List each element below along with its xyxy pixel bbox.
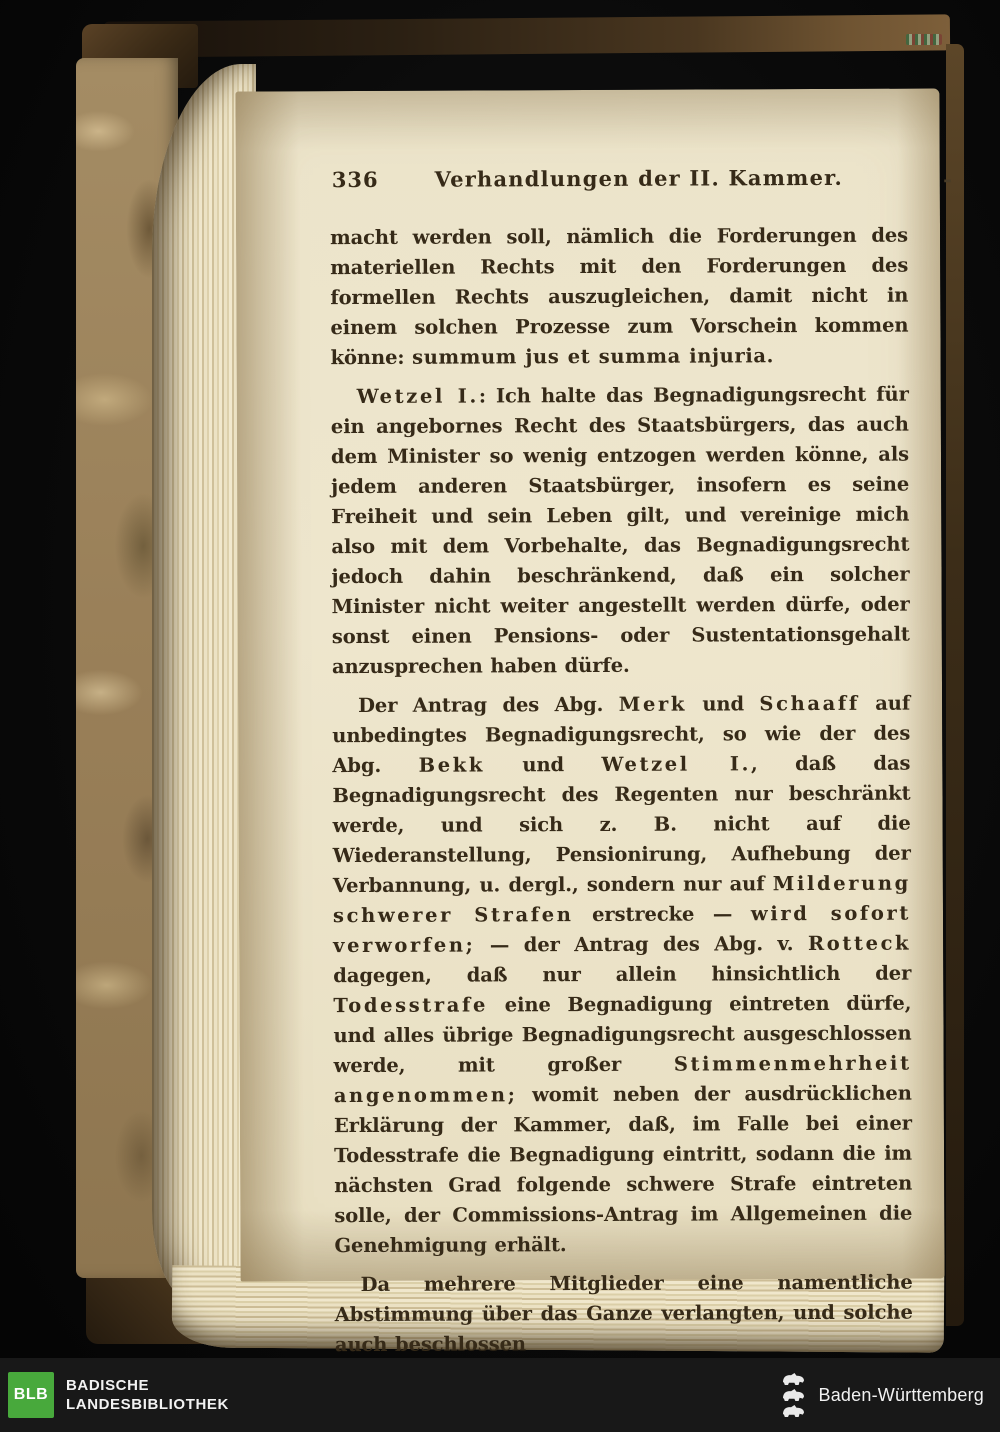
book-headband (906, 34, 942, 45)
state-branding (779, 1372, 984, 1418)
library-name (66, 1376, 229, 1415)
library-footer-bar (0, 1358, 1000, 1432)
page-number: 336 (331, 166, 379, 193)
margin-dash: - (943, 166, 952, 192)
state-name: Baden-Württemberg (818, 1384, 984, 1405)
baden-wuerttemberg-coat-of-arms-icon (779, 1372, 807, 1418)
page-header (330, 164, 952, 202)
paragraph-continuation: macht werden soll, nämlich die Forderungen des materiellen Rechts mit den Forderungen des formellen Rechts auszugleichen, damit nicht in einem solchen Prozesse zum Vorschein kommen könne: summum jus et summa injuria. (329, 223, 909, 370)
blb-logo: BLB (8, 1372, 54, 1418)
book-right-cover-edge (946, 44, 964, 1326)
library-name-line2: LANDESBIBLIOTHEK (66, 1396, 229, 1413)
paragraph-roll-call: Da mehrere Mitglieder eine namentliche Abstimmung über das Ganze verlangten, und solche auch beschlossen (334, 1270, 913, 1357)
book-page (235, 88, 952, 1357)
running-header: Verhandlungen der II. Kammer. (434, 164, 844, 192)
paragraph-motion-result: Der Antrag des Abg. Merk und Schaaff auf unbedingtes Begnadigungsrecht, so wie der des Abg. Bekk und Wetzel I., daß das Begnadigungsrecht des Regenten nur beschränkt werde, und sich z. B. nicht auf die Wiederanstellung, Pensionirung, Aufhebung der Verbannung, u. dergl., sondern nur auf Milderung schwerer Strafen erstrecke — wird sofort verworfen; — der Antrag des Abg. v. Rotteck dagegen, daß nur allein hinsichtlich der Todesstrafe eine Begnadigung eintreten dürfe, und alles übrige Begnadigungsrecht ausgeschlossen werde, mit großer Stimmenmehrheit angenommen; womit neben der ausdrücklichen Erklärung der Kammer, daß, im Falle bei einer Todesstrafe die Begnadigung eintritt, sodann die im nächsten Grad folgende schwere Strafe eintreten solle, der Commissions-Antrag im Allgemeinen die Genehmigung erhält. (332, 691, 913, 1258)
library-branding (8, 1372, 229, 1418)
library-name-line1: BADISCHE (66, 1376, 150, 1394)
book-top-cover-edge (104, 14, 950, 57)
page-text-block (329, 164, 952, 1370)
paragraph-wetzel-statement: Wetzel I.: Ich halte das Begnadigungsrecht für ein angebornes Recht des Staatsbürgers, das auch dem Minister so wenig entzogen werden könne, als jedem anderen Staatsbürger, insofern es seine Freiheit und sein Leben gilt, und vereinige mich also mit dem Vorbehalte, das Begnadigungsrecht jedoch dahin beschränkend, daß ein solcher Minister nicht weiter angestellt werden dürfe, oder sonst einen Pensions- oder Sustentationsgehalt anzusprechen haben dürfe. (330, 382, 910, 679)
